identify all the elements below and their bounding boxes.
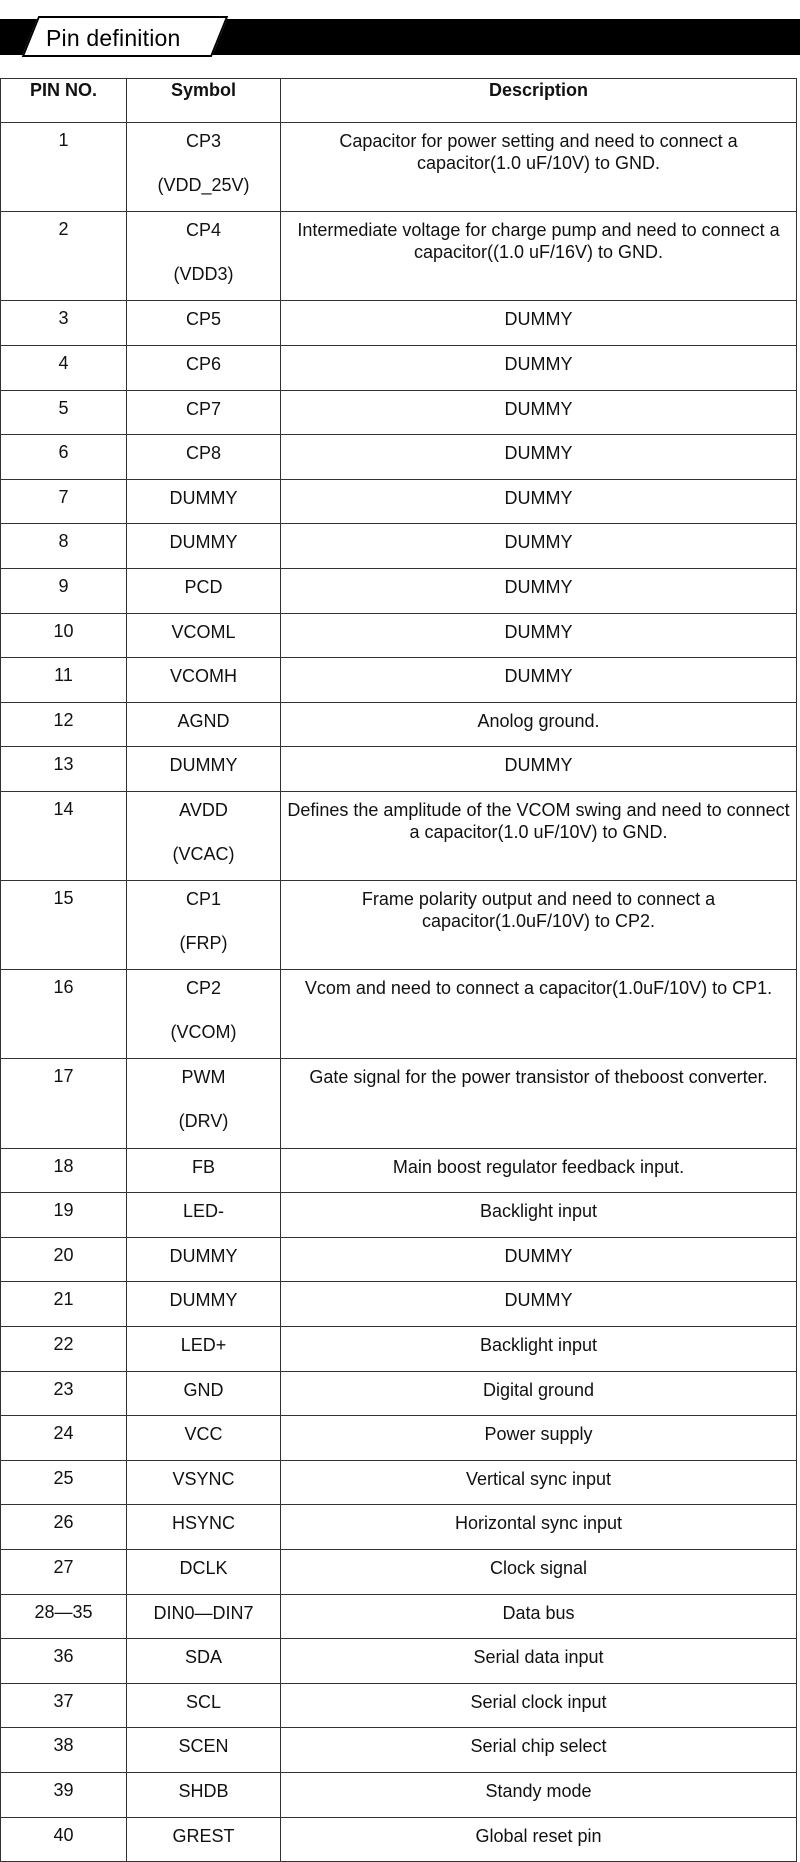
- symbol-cell: [127, 1817, 281, 1862]
- symbol-cell: [127, 1059, 281, 1148]
- symbol-label: DUMMY: [169, 755, 238, 776]
- description-cell: [281, 1639, 797, 1684]
- pin-number-cell: 23: [1, 1371, 127, 1416]
- description-cell: [281, 479, 797, 524]
- table-body: [1, 123, 797, 1862]
- description-cell: [281, 345, 797, 390]
- table-row: [1, 613, 797, 658]
- description-text: Serial clock input: [470, 1691, 607, 1712]
- symbol-label: CP5: [185, 309, 221, 330]
- description-cell: [281, 613, 797, 658]
- table-row: [1, 1683, 797, 1728]
- description-cell: [281, 702, 797, 747]
- table-row: [1, 1148, 797, 1193]
- description-text: DUMMY: [504, 443, 573, 464]
- pin-number-cell: 19: [1, 1193, 127, 1238]
- symbol-label: CP7: [185, 398, 221, 419]
- symbol-label: DIN0—DIN7: [153, 1602, 254, 1623]
- description-text: DUMMY: [504, 398, 573, 419]
- symbol-cell: [127, 1594, 281, 1639]
- symbol-label: PWM: [181, 1067, 226, 1088]
- symbol-label: VSYNC: [172, 1468, 235, 1489]
- symbol-label: VCC: [184, 1424, 223, 1445]
- symbol-cell: [127, 1327, 281, 1372]
- pin-number-cell: 36: [1, 1639, 127, 1684]
- symbol-cell: [127, 658, 281, 703]
- description-cell: [281, 1282, 797, 1327]
- symbol-label: AGND: [177, 710, 230, 731]
- description-cell: [281, 524, 797, 569]
- symbol-cell: [127, 479, 281, 524]
- description-text: DUMMY: [504, 576, 573, 597]
- description-cell: [281, 568, 797, 613]
- symbol-cell: [127, 1148, 281, 1193]
- symbol-label: FB: [191, 1156, 215, 1177]
- pin-number-cell: 21: [1, 1282, 127, 1327]
- description-text: DUMMY: [504, 532, 573, 553]
- description-cell: [281, 123, 797, 212]
- symbol-label: (VDD3): [173, 264, 234, 285]
- symbol-label: (VCOM): [170, 1022, 237, 1043]
- description-cell: [281, 435, 797, 480]
- pin-number-cell: 3: [1, 301, 127, 346]
- description-text: Global reset pin: [475, 1825, 602, 1846]
- symbol-label: SDA: [184, 1647, 222, 1668]
- symbol-cell: [127, 1505, 281, 1550]
- symbol-cell: [127, 1237, 281, 1282]
- description-cell: [281, 1460, 797, 1505]
- table-row: [1, 1237, 797, 1282]
- symbol-label: CP1: [185, 889, 221, 910]
- table-row: [1, 435, 797, 480]
- description-cell: [281, 1193, 797, 1238]
- symbol-cell: [127, 524, 281, 569]
- pin-number-cell: 7: [1, 479, 127, 524]
- symbol-label: GND: [183, 1379, 224, 1400]
- symbol-label: SCL: [185, 1691, 221, 1712]
- table-row: [1, 1505, 797, 1550]
- symbol-label: CP4: [185, 220, 221, 241]
- description-cell: [281, 747, 797, 792]
- description-text: DUMMY: [504, 666, 573, 687]
- symbol-label: CP2: [185, 978, 221, 999]
- pin-number-cell: 15: [1, 881, 127, 970]
- symbol-cell: [127, 568, 281, 613]
- symbol-label: VCOML: [171, 621, 236, 642]
- description-text: DUMMY: [504, 621, 573, 642]
- description-text: DUMMY: [504, 1290, 573, 1311]
- pin-number-cell: 4: [1, 345, 127, 390]
- description-text: Intermediate voltage for charge pump and need to connect a capacitor((1.0 uF/16V) to GND.: [297, 220, 780, 263]
- symbol-label: SCEN: [178, 1736, 229, 1757]
- table-row: [1, 702, 797, 747]
- description-cell: [281, 1594, 797, 1639]
- symbol-label: DCLK: [179, 1558, 228, 1578]
- table-row: [1, 524, 797, 569]
- table-row: [1, 345, 797, 390]
- description-text: Frame polarity output and need to connect a capacitor(1.0uF/10V) to CP2.: [361, 889, 716, 932]
- symbol-cell: [127, 970, 281, 1059]
- symbol-label: CP6: [185, 353, 221, 374]
- symbol-cell: [127, 345, 281, 390]
- description-cell: [281, 1059, 797, 1148]
- symbol-label: PCD: [184, 576, 223, 597]
- pin-number-cell: 28—35: [1, 1594, 127, 1639]
- pin-number-cell: 8: [1, 524, 127, 569]
- pin-number-cell: 37: [1, 1683, 127, 1728]
- description-text: DUMMY: [504, 309, 573, 330]
- symbol-label: SHDB: [178, 1780, 229, 1801]
- symbol-label: CP8: [185, 443, 221, 464]
- description-cell: [281, 1772, 797, 1817]
- symbol-cell: [127, 747, 281, 792]
- symbol-cell: [127, 1460, 281, 1505]
- description-cell: [281, 1148, 797, 1193]
- symbol-label: LED-: [182, 1201, 224, 1222]
- pin-number-cell: 10: [1, 613, 127, 658]
- table-row: [1, 123, 797, 212]
- table-row: [1, 1416, 797, 1461]
- column-header-description: Description: [281, 79, 797, 123]
- symbol-label: DUMMY: [169, 487, 238, 508]
- pin-number-cell: 17: [1, 1059, 127, 1148]
- pin-number-cell: 40: [1, 1817, 127, 1862]
- table-header-row: [1, 79, 797, 123]
- table-row: [1, 390, 797, 435]
- pin-number-cell: 39: [1, 1772, 127, 1817]
- column-header-symbol: Symbol: [127, 79, 281, 123]
- description-cell: [281, 1817, 797, 1862]
- symbol-label: DUMMY: [169, 1290, 238, 1311]
- table-row: [1, 1728, 797, 1773]
- description-cell: [281, 1416, 797, 1461]
- description-text: Data bus: [502, 1602, 575, 1623]
- symbol-cell: [127, 1550, 281, 1595]
- symbol-cell: [127, 881, 281, 970]
- pin-number-cell: 24: [1, 1416, 127, 1461]
- symbol-cell: [127, 301, 281, 346]
- section-title: Pin definition: [46, 25, 181, 51]
- description-cell: [281, 1683, 797, 1728]
- pin-number-cell: 12: [1, 702, 127, 747]
- description-cell: [281, 1371, 797, 1416]
- description-cell: [281, 1728, 797, 1773]
- pin-number-cell: 18: [1, 1148, 127, 1193]
- description-text: Defines the amplitude of the VCOM swing and need to connect a capacitor(1.0 uF/10V) to GND.: [287, 799, 790, 842]
- symbol-cell: [127, 212, 281, 301]
- description-text: Vcom and need to connect a capacitor(1.0uF/10V) to CP1.: [304, 978, 773, 999]
- description-text: Backlight input: [479, 1335, 598, 1356]
- pin-number-cell: 20: [1, 1237, 127, 1282]
- description-text: Anolog ground.: [477, 710, 600, 731]
- description-text: Serial data input: [473, 1647, 604, 1668]
- pin-number-cell: 38: [1, 1728, 127, 1773]
- symbol-cell: [127, 702, 281, 747]
- table-row: [1, 1550, 797, 1595]
- symbol-label: DUMMY: [169, 1245, 238, 1266]
- symbol-label: GREST: [172, 1825, 235, 1846]
- table-row: [1, 658, 797, 703]
- symbol-label: AVDD: [179, 799, 228, 820]
- description-text: Clock signal: [489, 1558, 588, 1578]
- description-text: DUMMY: [504, 353, 573, 374]
- symbol-label: LED+: [180, 1335, 227, 1356]
- pin-number-cell: 13: [1, 747, 127, 792]
- symbol-cell: [127, 613, 281, 658]
- symbol-label: CP3: [185, 131, 221, 151]
- description-text: Gate signal for the power transistor of theboost converter.: [309, 1067, 768, 1088]
- table-row: [1, 791, 797, 880]
- symbol-cell: [127, 1193, 281, 1238]
- description-cell: [281, 791, 797, 880]
- table-row: [1, 1282, 797, 1327]
- symbol-label: (FRP): [179, 933, 228, 954]
- table-row: [1, 568, 797, 613]
- table-row: [1, 970, 797, 1059]
- pin-number-cell: 2: [1, 212, 127, 301]
- table-row: [1, 212, 797, 301]
- table-row: [1, 1327, 797, 1372]
- table-row: [1, 747, 797, 792]
- description-text: Capacitor for power setting and need to connect a capacitor(1.0 uF/10V) to GND.: [339, 131, 738, 173]
- description-cell: [281, 1550, 797, 1595]
- description-text: DUMMY: [504, 487, 573, 508]
- description-cell: [281, 970, 797, 1059]
- description-cell: [281, 1237, 797, 1282]
- description-text: Vertical sync input: [465, 1468, 612, 1489]
- table-row: [1, 1193, 797, 1238]
- pin-number-cell: 6: [1, 435, 127, 480]
- description-cell: [281, 1327, 797, 1372]
- table-row: [1, 881, 797, 970]
- description-text: Power supply: [484, 1424, 593, 1445]
- symbol-label: (VCAC): [172, 843, 235, 864]
- pin-definition-table: [0, 78, 797, 1862]
- symbol-cell: [127, 1282, 281, 1327]
- table-row: [1, 1059, 797, 1148]
- symbol-label: (VDD_25V): [157, 175, 250, 195]
- description-text: Standy mode: [485, 1780, 592, 1801]
- description-cell: [281, 390, 797, 435]
- symbol-cell: [127, 1728, 281, 1773]
- table-row: [1, 1371, 797, 1416]
- symbol-label: (DRV): [178, 1111, 229, 1132]
- table-row: [1, 301, 797, 346]
- description-cell: [281, 881, 797, 970]
- column-header-pin: PIN NO.: [1, 79, 127, 123]
- pin-number-cell: 16: [1, 970, 127, 1059]
- description-text: Digital ground: [482, 1379, 595, 1400]
- symbol-cell: [127, 791, 281, 880]
- pin-number-cell: 26: [1, 1505, 127, 1550]
- symbol-cell: [127, 390, 281, 435]
- symbol-cell: [127, 1416, 281, 1461]
- description-cell: [281, 212, 797, 301]
- symbol-label: HSYNC: [171, 1513, 235, 1534]
- description-text: DUMMY: [504, 1245, 573, 1266]
- symbol-cell: [127, 1683, 281, 1728]
- pin-number-cell: 25: [1, 1460, 127, 1505]
- table-row: [1, 1772, 797, 1817]
- description-cell: [281, 658, 797, 703]
- symbol-label: VCOMH: [170, 666, 237, 687]
- symbol-cell: [127, 123, 281, 212]
- description-text: Serial chip select: [470, 1736, 607, 1757]
- pin-number-cell: 1: [1, 123, 127, 212]
- description-cell: [281, 1505, 797, 1550]
- pin-number-cell: 22: [1, 1327, 127, 1372]
- table-row: [1, 1639, 797, 1684]
- table-row: [1, 479, 797, 524]
- description-text: Main boost regulator feedback input.: [392, 1156, 685, 1177]
- table-row: [1, 1817, 797, 1862]
- description-text: Horizontal sync input: [454, 1513, 623, 1534]
- pin-number-cell: 5: [1, 390, 127, 435]
- symbol-cell: [127, 435, 281, 480]
- table-row: [1, 1594, 797, 1639]
- description-text: Backlight input: [479, 1201, 598, 1222]
- symbol-cell: [127, 1639, 281, 1684]
- symbol-cell: [127, 1772, 281, 1817]
- pin-number-cell: 14: [1, 791, 127, 880]
- symbol-cell: [127, 1371, 281, 1416]
- pin-number-cell: 11: [1, 658, 127, 703]
- description-text: DUMMY: [504, 755, 573, 776]
- pin-number-cell: 27: [1, 1550, 127, 1595]
- description-cell: [281, 301, 797, 346]
- table-row: [1, 1460, 797, 1505]
- pin-number-cell: 9: [1, 568, 127, 613]
- symbol-label: DUMMY: [169, 532, 238, 553]
